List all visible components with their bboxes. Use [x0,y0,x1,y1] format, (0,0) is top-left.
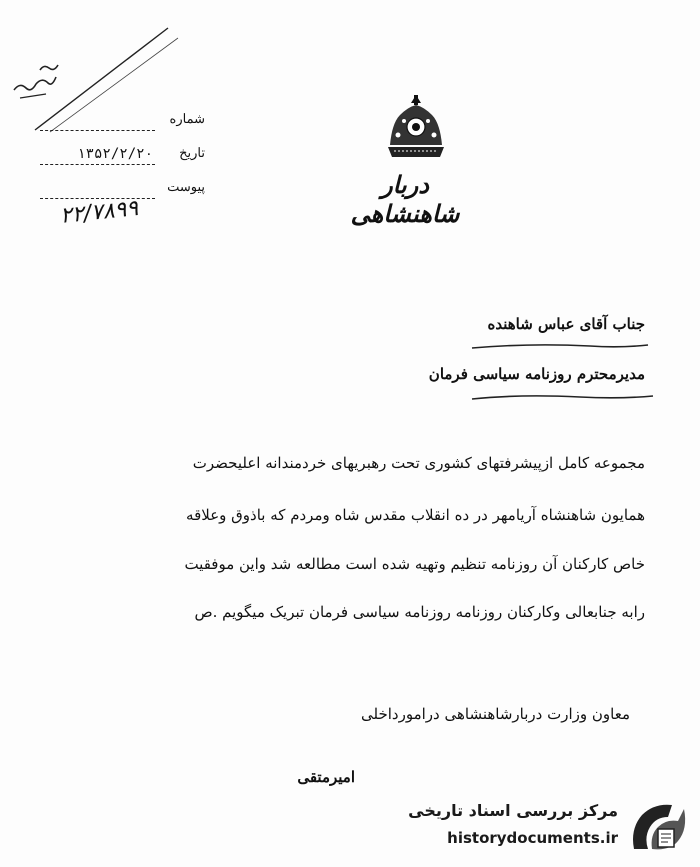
body-line-4: رابه جنابعالی وکارکنان روزنامه روزنامه سیاسی فرمان تبریک میگویم .ص [194,603,645,621]
signature-name: امیرمتقی [297,768,355,786]
body-line-1: مجموعه کامل ازپیشرفتهای کشوری تحت رهبریهای خردمندانه اعلیحضرت [192,454,645,472]
meta-date-row [30,146,205,180]
attachment-dotted-line [40,198,155,199]
court-title: دربار شاهنشاهی [350,170,460,228]
date-label: تاریخ [179,146,205,161]
watermark-text-fa: مرکز بررسی اسناد تاریخی [408,801,618,820]
addressee-line-2: مدیرمحترم روزنامه سیاسی فرمان [428,365,645,383]
date-value: ۱۳۵۲/۲/۲۰ [77,146,153,162]
number-label: شماره [169,112,205,127]
watermark-text-en: historydocuments.ir [447,829,618,847]
watermark [400,797,690,859]
crown-emblem-icon [378,95,454,165]
addressee-underline-2 [470,390,655,404]
addressee-line-1: جناب آقای عباس شاهنده [487,315,645,333]
handwritten-number: ۲۲/۷۸۹۹ [58,195,140,230]
signature-title: معاون وزارت دربارشاهنشاهی درامورداخلی [361,705,630,723]
attachment-label: پیوست [167,180,205,195]
body-line-2: همایون شاهنشاه آریامهر در ده انقلاب مقدس شاه ومردم که باذوق وعلاقه [186,506,645,524]
date-dotted-line [40,164,155,165]
number-dotted-line [40,130,155,131]
document-archive-logo-icon [628,799,690,857]
addressee-underline-1 [470,340,650,354]
body-line-3: خاص کارکنان آن روزنامه تنظیم وتهیه شده است مطالعه شد واین موفقیت [184,555,645,573]
meta-number-row [30,112,205,146]
